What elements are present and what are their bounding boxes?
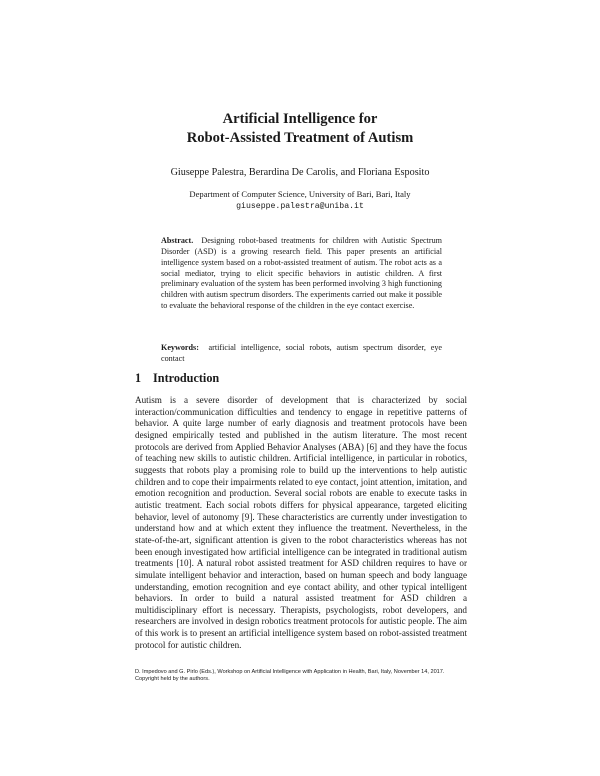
affiliation-block [100,189,500,212]
footnote-copyright: Copyright held by the authors. [135,676,210,683]
footnote [135,669,475,683]
keywords [161,343,442,365]
section-title: Introduction [153,371,220,385]
affiliation: Department of Computer Science, University of Bari, Bari, Italy [189,189,411,199]
abstract [161,236,442,312]
paper-title [100,110,500,148]
title-line-2: Robot-Assisted Treatment of Autism [186,130,414,146]
title-line-1: Artificial Intelligence for [222,111,378,127]
introduction-paragraph: Autism is a severe disorder of development that is characterized by social interaction/communication difficulties and tendency to engage in repetitive patterns of behavior. A quite large number of early diagnosis and treatment protocols have been designed empirically tested and published in the autism literature. The most recent protocols are derived from Applied Behavior Analyses (ABA) [6] and they have the focus of teaching new skills to autistic children. Artificial intelligence, in particular in robotics, suggests that robots play a promising role to build up the interventions to help autistic children and to cope their impairments related to eye contact, joint attention, imitation, and emotion recognition and production. Several social robots are enable to execute tasks in autistic treatment. Each social robots differs for physical appearance, targeted eliciting behavior, level of autonomy [9]. These characteristics are currently under investigation to understand how and at which extent they influence the treatment. Nevertheless, in the state-of-the-art, significant attention is given to the robot characteristics whereas has not been enough investigated how artificial intelligence can be integrated in traditional autism treatments [10]. A natural robot assisted treatment for ASD children requires to have or simulate intelligent behavior and interaction, based on human speech and body language understanding, emotion recognition and eye contact ability, and other typical intelligent behaviors. In order to build a natural assisted treatment for ASD children a multidisciplinary effort is necessary. Therapists, psychologists, robot developers, and researchers are involved in design robotics treatment protocols for autistic people. The aim of this work is to present an artificial intelligence system based on robot-assisted treatment protocol for autistic children. [135,395,467,650]
author-list: Giuseppe Palestra, Berardina De Carolis, and Floriana Esposito [170,167,430,178]
keywords-text: artificial intelligence, social robots, autism spectrum disorder, eye contact [161,343,443,363]
abstract-label: Abstract. [161,236,194,245]
keywords-label: Keywords: [161,343,199,352]
footnote-venue: D. Impedovo and G. Pirlo (Eds.), Workshop on Artificial Intelligence with Application in Health, Bari, Italy, November 14, 2017. [135,669,445,675]
abstract-text: Designing robot-based treatments for children with Autistic Spectrum Disorder (ASD) is a growing research field. This paper presents an artificial intelligence system based on a robot-assisted treatment of autism. The robot acts as a social mediator, trying to elicit specific behaviors in autistic children. A first preliminary evaluation of the system has been performed involving 3 high functioning children with autism spectrum disorders. The experiments carried out make it possible to evaluate the behavioral response of the children in the eye contact exercise. [161,236,443,311]
section-number: 1 [135,371,142,385]
author-email: giuseppe.palestra@uniba.it [236,201,364,211]
section-heading-introduction [135,371,219,386]
